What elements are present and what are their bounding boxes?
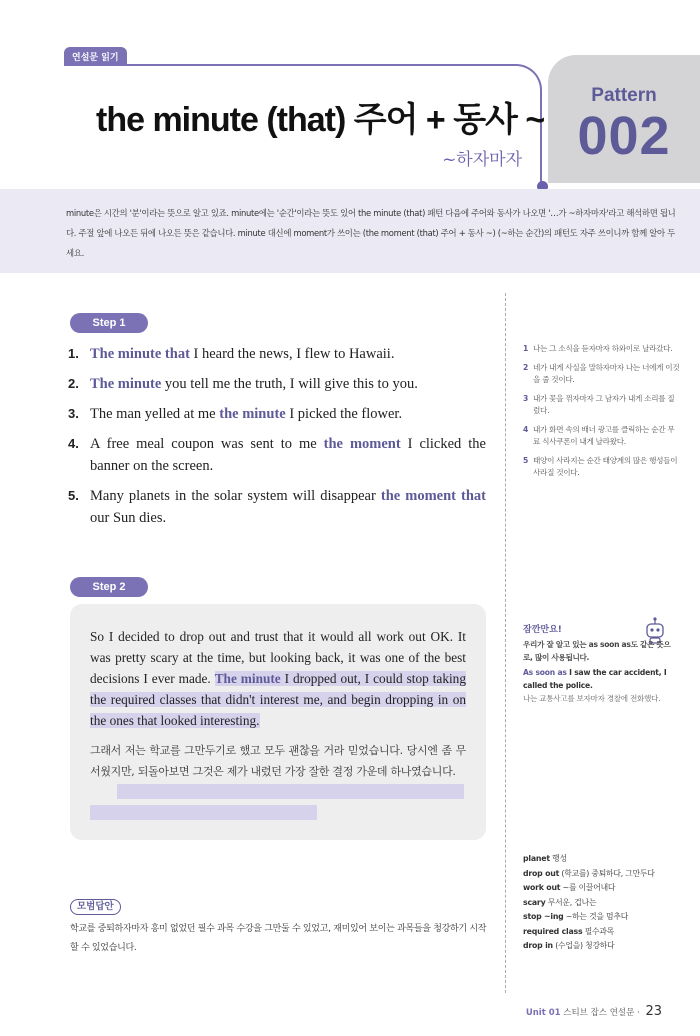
sentence-number: 2. xyxy=(68,376,79,391)
passage-korean: 그래서 저는 학교를 그만두기로 했고 모두 괜찮을 거라 믿었습니다. 당시엔 좀 무서웠지만, 되돌아보면 그것은 제가 내렸던 가장 잘한 결정 가운데 하나였습니다. xyxy=(90,744,466,778)
step2-badge: Step 2 xyxy=(70,577,148,597)
sentence-text xyxy=(90,343,486,365)
vocab-item xyxy=(523,881,683,896)
sentence-number: 3. xyxy=(68,406,79,421)
pattern-box xyxy=(548,55,700,183)
vocab-meaning: ~를 이끌어내다 xyxy=(562,883,616,892)
vocab-meaning: 무서운, 겁나는 xyxy=(547,897,597,907)
vocab-meaning: 필수과목 xyxy=(584,926,615,936)
footer-section: 스티브 잡스 연설문 xyxy=(563,1008,635,1018)
translation-number: 3 xyxy=(523,393,528,403)
sentence-rest: I clicked the banner on the screen. xyxy=(90,436,486,474)
footer-unit: Unit 01 xyxy=(525,1008,561,1018)
model-answer-badge: 모범답안 xyxy=(70,899,121,915)
sentence-pre: A free meal coupon was sent to me xyxy=(90,436,324,452)
translation-text: 내가 꽃을 꺾자마자 그 남자가 내게 소리를 질렀다. xyxy=(533,393,675,415)
vocab-word: scary xyxy=(523,897,546,907)
vocab-word: planet xyxy=(523,854,550,863)
sentence-rest: I picked the flower. xyxy=(285,406,403,422)
sentence-text xyxy=(90,403,486,425)
translation-text: 나는 그 소식을 듣자마자 하와이로 날라갔다. xyxy=(533,344,673,353)
translation-number: 2 xyxy=(523,362,528,372)
step1-badge: Step 1 xyxy=(70,313,148,333)
pattern-highlight: The minute that xyxy=(90,346,190,362)
vocab-meaning: ~하는 것을 멈추다 xyxy=(565,912,629,921)
sidebar-translations xyxy=(523,343,681,486)
tip-example-korean: 나는 교통사고를 보자마자 경찰에 전화했다. xyxy=(523,694,661,703)
translation-item xyxy=(523,424,681,449)
vocab-item xyxy=(523,852,683,867)
vocab-meaning: (학교를) 중퇴하다, 그만두다 xyxy=(561,868,655,878)
sentence-item xyxy=(68,343,486,365)
tip-example-highlight: As soon as xyxy=(523,668,567,677)
vocab-meaning: (수업을) 청강하다 xyxy=(555,941,615,950)
column-divider xyxy=(505,293,506,993)
page-footer xyxy=(526,1004,662,1019)
sentence-item xyxy=(68,485,486,529)
sentence-item xyxy=(68,373,486,395)
page-number: 23 xyxy=(645,1004,662,1019)
page-subtitle: ~하자마자 xyxy=(442,150,522,170)
vocab-list xyxy=(523,852,683,954)
sentence-text xyxy=(90,433,486,477)
sentence-number: 4. xyxy=(68,436,79,451)
tip-example-rest: I saw the car accident, I called the police. xyxy=(523,668,667,690)
vocab-item xyxy=(523,925,683,940)
sentence-rest: I heard the news, I flew to Hawaii. xyxy=(189,346,395,362)
vocab-word: required class xyxy=(523,926,583,936)
vocab-word: stop ~ing xyxy=(523,912,564,921)
tip-example xyxy=(523,666,673,692)
passage-marked-rest: I dropped out, I could stop taking the required classes that didn't interest me, and begin dropping in on the ones that looked interesting. xyxy=(90,671,466,728)
vocab-item xyxy=(523,939,683,954)
tip-body: 우리가 잘 알고 있는 as soon as도 같은 뜻으로, 많이 사용됩니다. xyxy=(523,640,671,662)
translation-blank xyxy=(90,805,317,820)
sentence-item xyxy=(68,403,486,425)
sentence-rest: you tell me the truth, I will give this to you. xyxy=(161,376,418,392)
translation-item xyxy=(523,455,681,480)
section-tab: 연설문 읽기 xyxy=(64,47,127,66)
sentence-text xyxy=(90,373,486,395)
model-answer-text: 학교를 중퇴하자마자 흥미 없었던 필수 과목 수강을 그만둘 수 있었고, 재미있어 보이는 과목들을 청강하기 시작할 수 있었습니다. xyxy=(70,924,487,953)
vocab-item xyxy=(523,910,683,925)
intro-panel xyxy=(0,189,700,273)
translation-item xyxy=(523,393,681,418)
translation-text: 내가 화면 속의 배너 광고를 클릭하는 순간 무료 식사쿠폰이 내게 날라왔다. xyxy=(533,424,675,446)
vocab-meaning: 행성 xyxy=(552,854,567,863)
vocab-word: work out xyxy=(523,883,561,892)
sentence-item xyxy=(68,433,486,477)
pattern-highlight: the moment that xyxy=(380,488,486,504)
intro-text: minute은 시간의 '분'이라는 뜻으로 알고 있죠. minute에는 '순간'이라는 뜻도 있어 the minute (that) 패턴 다음에 주어와 동사가 나오면 '…가 ~하자마자'라고 해석하면 됩니다. 주절 앞에 나오든 뒤에 나오든 뜻은 같습니다. minute 대신에 moment가 쓰이는 (the moment (that) 주어 + 동사 ~) (~하는 순간)의 패턴도 자주 쓰이니까 함께 알아 두세요. xyxy=(66,208,676,258)
translation-text: 네가 내게 사실을 말하자마자 나는 너에게 이것을 줄 것이다. xyxy=(533,362,680,384)
vocab-item xyxy=(523,867,683,882)
sentence-pre: Many planets in the solar system will disappear xyxy=(90,488,381,504)
sentence-rest: our Sun dies. xyxy=(90,510,167,526)
pattern-highlight: The minute xyxy=(90,376,162,392)
passage-plain: So I decided to drop out and trust that it would all work out OK. It was pretty scary at the time, but looking back, it was one of the best decisions I ever made. xyxy=(90,629,466,686)
tip-box xyxy=(523,622,673,705)
translation-number: 5 xyxy=(523,455,528,465)
pattern-number: 002 xyxy=(577,106,671,166)
pattern-highlight: the minute xyxy=(219,406,286,422)
pattern-highlight: the moment xyxy=(323,436,401,452)
translation-text: 태양이 사라지는 순간 태양계의 많은 행성들이 사라질 것이다. xyxy=(533,455,678,477)
sentence-text xyxy=(90,485,486,529)
vocab-word: drop in xyxy=(523,941,553,950)
translation-number: 4 xyxy=(523,424,528,434)
pattern-label: Pattern xyxy=(591,85,657,106)
passage-english xyxy=(90,626,466,731)
vocab-item xyxy=(523,896,683,911)
tip-title: 잠깐만요! xyxy=(523,625,562,635)
vocab-word: drop out xyxy=(523,868,560,878)
step1-sentence-list xyxy=(68,343,486,537)
page-title: the minute (that) 주어 + 동사 ~ xyxy=(96,101,545,139)
sentence-number: 1. xyxy=(68,346,79,361)
footer-separator: · xyxy=(637,1008,640,1018)
sentence-number: 5. xyxy=(68,488,79,503)
sentence-pre: The man yelled at me xyxy=(90,406,220,422)
translation-item xyxy=(523,362,681,387)
pattern-highlight: The minute xyxy=(214,671,281,686)
translation-number: 1 xyxy=(523,344,528,353)
translation-item xyxy=(523,343,681,356)
translation-blank xyxy=(117,784,464,799)
